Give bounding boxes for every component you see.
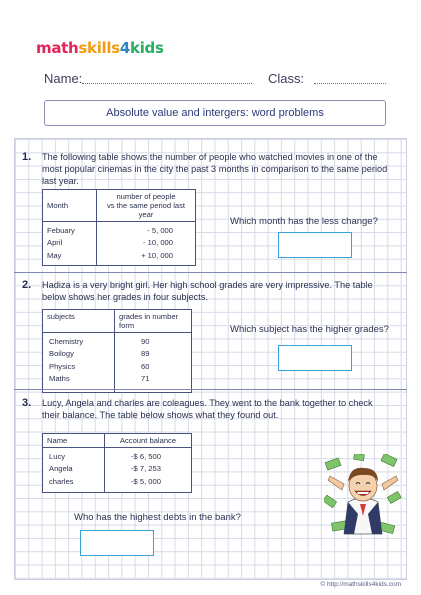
q2-line-1: Hadiza is a very bright girl. Her high school grades are very impressive. The table — [42, 280, 373, 290]
q3-number: 3. — [22, 397, 32, 409]
q3-name: charles — [49, 476, 74, 486]
q3-col-name-header: Name — [43, 434, 105, 448]
q2-answer-box[interactable] — [278, 345, 352, 371]
q1-month: April — [47, 238, 63, 248]
q2-subject: Maths — [49, 374, 70, 384]
q1-line-3: last year. — [42, 176, 79, 186]
copyright-footer — [320, 581, 401, 588]
q2-grades-cell — [115, 333, 192, 393]
q1-value: + 10, 000 — [141, 250, 173, 260]
q3-line-2: their balance. The table below shows what they found out. — [42, 410, 279, 420]
q3-balances-cell — [105, 448, 192, 493]
happy-boy-money-illustration — [324, 454, 402, 536]
q1-months-cell — [43, 222, 97, 266]
logo-part-kids: kids — [130, 39, 164, 57]
q1-col-people-header — [97, 190, 196, 222]
q1-values-cell — [97, 222, 196, 266]
name-label: Name: — [44, 71, 83, 86]
q1-table — [42, 189, 196, 266]
q2-text — [42, 279, 402, 303]
q3-name: Angela — [49, 464, 73, 474]
q3-question: Who has the highest debts in the bank? — [74, 512, 241, 523]
q2-subject: Chemistry — [49, 337, 84, 346]
q1-col-month-header: Month — [43, 190, 97, 222]
logo-part-4: 4 — [119, 39, 131, 57]
q1-question: Which month has the less change? — [230, 216, 378, 227]
q3-table — [42, 433, 192, 493]
worksheet-title — [44, 100, 386, 126]
separator-line — [14, 389, 407, 390]
q3-names-cell — [43, 448, 105, 493]
logo-part-skills: skills — [78, 39, 120, 57]
q2-grade: 90 — [141, 337, 150, 346]
q1-text — [42, 151, 402, 187]
separator-line — [14, 272, 407, 273]
class-label: Class: — [268, 71, 305, 86]
q2-grade: 60 — [141, 361, 150, 371]
name-field[interactable] — [82, 83, 252, 84]
q3-balance: -$ 6, 500 — [131, 452, 161, 461]
q1-value: - 5, 000 — [147, 226, 173, 235]
q2-subject: Boilogy — [49, 349, 74, 359]
class-field[interactable] — [314, 83, 386, 84]
q1-col-people-header-line2: vs the same period last year — [106, 201, 186, 219]
q1-month: Febuary — [47, 226, 75, 235]
q2-number: 2. — [22, 279, 32, 291]
q1-col-people-header-line1: number of people — [116, 192, 176, 201]
q2-subjects-cell — [43, 333, 115, 393]
q3-balance: -$ 7, 253 — [131, 464, 161, 474]
q1-value: - 10, 000 — [143, 238, 173, 248]
q3-text — [42, 397, 402, 421]
q3-name: Lucy — [49, 452, 66, 461]
q2-grade: 89 — [141, 349, 150, 359]
q3-answer-box[interactable] — [80, 530, 154, 556]
q2-table — [42, 309, 192, 393]
site-logo — [36, 38, 164, 58]
logo-part-math: math — [36, 39, 79, 57]
worksheet-title-text: Absolute value and intergers: word problems — [106, 107, 324, 119]
q3-line-1: Lucy, Angela and charles are coleagues. They went to the bank together to check — [42, 398, 373, 408]
q1-month: May — [47, 250, 62, 260]
q3-balance: -$ 5, 000 — [131, 476, 161, 486]
q1-line-1: The following table shows the number of people who watched movies in one of the — [42, 152, 378, 162]
q2-grade: 71 — [141, 374, 150, 384]
q1-line-2: most popular cinemas in the city the past 3 months in comparison to the same period — [42, 164, 388, 174]
copyright-text[interactable]: © http://mathskills4kids.com — [320, 581, 401, 588]
q2-subject: Physics — [49, 361, 76, 371]
q2-question: Which subject has the higher grades? — [230, 324, 389, 335]
q2-col-grades-header: grades in number form — [115, 310, 192, 333]
q1-number: 1. — [22, 151, 32, 163]
q1-answer-box[interactable] — [278, 232, 352, 258]
q2-line-2: below shows her grades in four subjects. — [42, 292, 208, 302]
q2-col-subjects-header: subjects — [43, 310, 115, 333]
q3-col-balance-header: Account balance — [105, 434, 192, 448]
